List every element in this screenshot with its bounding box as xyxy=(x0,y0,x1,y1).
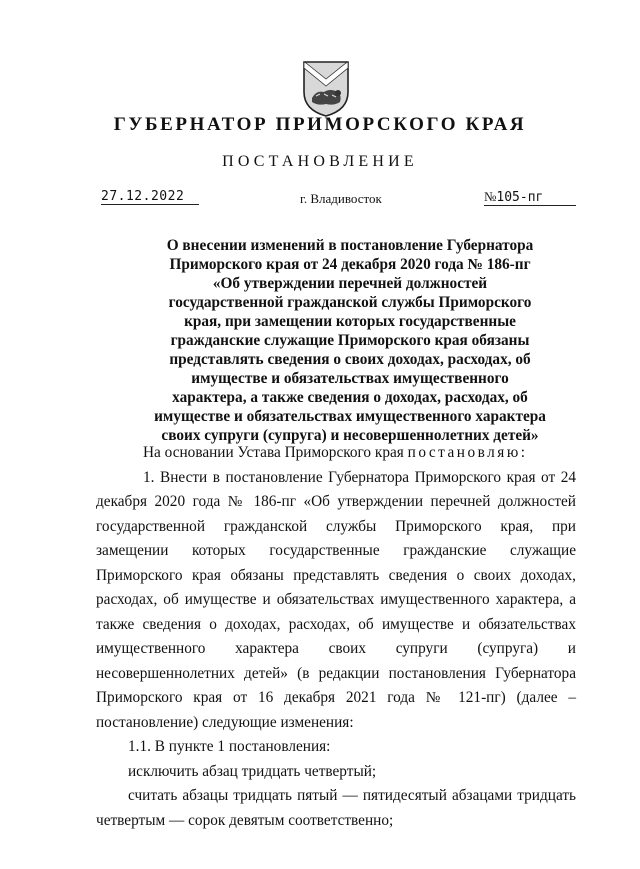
number-value: 105-пг xyxy=(496,190,544,205)
preamble xyxy=(96,441,576,466)
paragraph-1: 1. Внести в постановление Губернатора Приморского края от 24 декабря 2020 года № 186-пг «Об утверждении перечней должностей государственной гражданской службы Приморского края, при замещении которых государственные гражданские служащие Приморского края обязаны представлять сведения о своих доходах, расходах, об имуществе и обязательствах имущественного характера, а также сведения о доходах, расходах, об имуществе и обязательствах имущественного характера своих супруги (супруга) и несовершеннолетних детей» (в редакции постановления Губернатора Приморского края от 16 декабря 2021 года № 121-пг) (далее – постановление) следующие изменения: xyxy=(96,468,576,731)
decree-number xyxy=(484,189,576,206)
title-line: характера, а также сведения о доходах, расходах, об xyxy=(172,389,528,406)
title-line: края, при замещении которых государственные xyxy=(184,313,516,330)
paragraph-1-1: 1.1. В пункте 1 постановления: xyxy=(128,738,331,755)
title-line: Приморского края от 24 декабря 2020 года № 186-пг xyxy=(169,256,531,273)
title-line: гражданские служащие Приморского края обязаны xyxy=(170,332,530,349)
document-type: ПОСТАНОВЛЕНИЕ xyxy=(222,153,418,170)
number-sign: № xyxy=(484,189,497,204)
decree-title xyxy=(150,236,550,445)
title-line: имуществе и обязательствах имущественного характера xyxy=(154,408,546,425)
title-line: государственной гражданской службы Приморского xyxy=(168,294,532,311)
paragraph-item: считать абзацы тридцать пятый — пятидесятый абзацами тридцать четвертым — сорок девятым соответственно; xyxy=(96,787,576,829)
decree-body xyxy=(96,441,576,833)
title-line: представлять сведения о своих доходах, расходах, об xyxy=(169,351,531,368)
title-line: своих супруги (супруга) и несовершеннолетних детей» xyxy=(161,427,539,444)
title-line: О внесении изменений в постановление Губернатора xyxy=(166,237,534,254)
decree-date: 27.12.2022 xyxy=(101,189,199,205)
title-line: «Об утверждении перечней должностей xyxy=(212,275,488,292)
decree-city: г. Владивосток xyxy=(300,191,382,206)
paragraph-item: исключить абзац тридцать четвертый; xyxy=(128,762,377,780)
coat-of-arms-emblem xyxy=(300,58,352,118)
authority-title: ГУБЕРНАТОР ПРИМОРСКОГО КРАЯ xyxy=(113,114,527,135)
title-line: имуществе и обязательствах имущественного xyxy=(191,370,509,387)
preamble-text: На основании Устава Приморского края xyxy=(143,444,404,461)
preamble-verb: постановляю: xyxy=(407,444,528,461)
